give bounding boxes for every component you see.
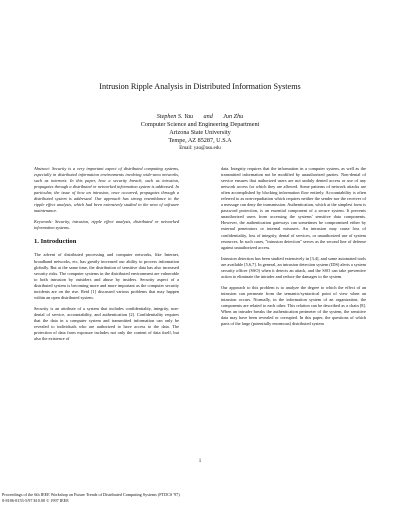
page-number: 1	[198, 459, 202, 464]
abstract: Abstract: Security is a very important aspect of distributed computing systems, especially in distributed information environments involving wide-area networks, such as internets. In this paper, how a security breach, such as intrusion, propagates through a distributed or networked information system is addressed. In particular, the issue of how an intrusion, once occurred, propagates through a distributed system is addressed. Our approach has strong resemblance to the ripple effect analysis, which had been extensively studied in the area of software maintenance.	[34, 166, 179, 214]
left-column	[34, 166, 179, 347]
intro-paragraph-2: Security is an attribute of a system that includes confidentiality, integrity, non-denial of service, accountability, and authentication [2]. Confidentiality requires that the data in a computer system and transmitted information can only be revealed to individuals who are authorized to have access to the data. The protection of data from exposure includes not only the content of data itself, but also the existence of	[34, 305, 179, 342]
section-heading-introduction: 1. Introduction	[34, 238, 77, 246]
right-paragraph-1: data. Integrity requires that the information in a computer system, as well as the transmitted information not be modified by unauthorized parties. Non-denial of service ensures that authorized users are not unduly denied access or use of any network access for which they are allowed. Some patterns of network attacks are often accomplished by blocking information flow entirely. Accountability is often referred to as non-repudiation which requires neither the sender nor the receiver of a message can deny the transmission. Authentication, which at the simplest form is password protection, is an essential component of a secure system. It prevents unauthorized users from accessing the systems' sensitive data components. However, the authentication gateways can sometimes be compromised either by external penetrators or internal misusers. An intrusion may cause loss of confidentiality, loss of integrity, denial of services, or unauthorized use of system resources. In such cases, "intrusion detection" serves as the second line of defense against unauthorized access.	[221, 166, 366, 250]
intro-paragraph-1: The advent of distributed processing and computer networks, like Internet, broadband networks, etc, has greatly increased our ability to process information globally. But at the same time, the distribution of sensitive data has also increased security risks. The computer systems in the distributed environment are vulnerable to both intrusion by outsiders and abuse by insiders. Security aspect of a distributed system is becoming more and more important as the computer security incidents are on the rise. Reid [1] discussed various problems that may happen within an open distributed system.	[34, 252, 179, 300]
paper-title: Intrusion Ripple Analysis in Distributed Information Systems	[99, 82, 301, 91]
footer-proceedings: Proceedings of the 6th IEEE Workshop on Future Trends of Distributed Computing Systems (FTDCS '97)	[2, 492, 180, 497]
right-column	[221, 166, 366, 332]
right-paragraph-2: Intrusion detection has been studied extensively in [3,4], and some automated tools are available [5,6,7]. In general, an intrusion detection system (IDS) alerts a system security officer (SSO) when it detects an attack, and the SSO can take preventive action to eliminate the intruder and reduce the damages to the system.	[221, 255, 366, 279]
author-address: Tempe, AZ 85287, U.S.A	[168, 137, 232, 144]
author-name-1: Stephen S. Yau	[156, 113, 194, 120]
author-name-2: Jun Zhu	[223, 113, 244, 120]
keywords: Keywords: Security, intrusion, ripple effect analysis, distributed or networked information systems.	[34, 219, 179, 231]
author-block	[0, 113, 400, 152]
footer	[2, 492, 392, 504]
author-university: Arizona State University	[169, 129, 231, 136]
author-conjunction: and	[203, 113, 213, 120]
author-department: Computer Science and Engineering Department	[140, 121, 260, 128]
author-email: Email: yau@asu.edu	[179, 146, 221, 151]
right-paragraph-3: Our approach to this problem is to analyze the degree to which the effect of an intrusion can permeate from the semantic/syntactical point of view when an intrusion occurs. Normally, in the information system of an organization, the components are related to each other. This relation can be described as a chain [8]. When an intruder breaks the authentication perimeter of the system, the sensitive data may have been revealed or corrupted. In this paper, the questions of which parts of the large (potentially enormous) distributed system	[221, 284, 366, 327]
author-names	[0, 113, 400, 121]
footer-copyright: 0-8186-8153-5/97 $10.00 © 1997 IEEE	[2, 498, 69, 503]
